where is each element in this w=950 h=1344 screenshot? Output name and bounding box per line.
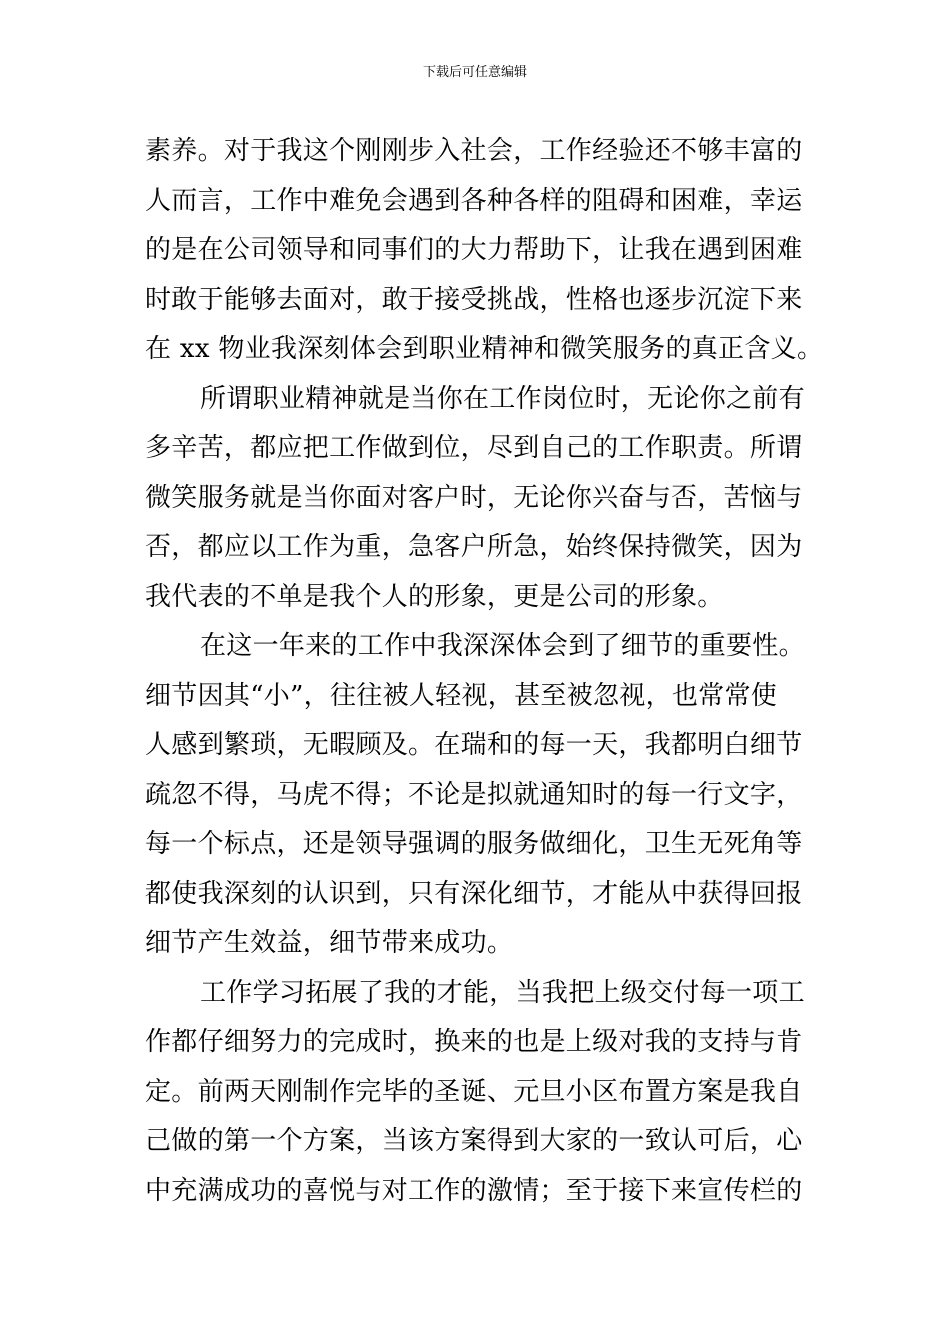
body-text <box>145 127 824 1216</box>
text-line: 微笑服务就是当你面对客户时，无论你兴奋与否，苦恼与 <box>145 482 803 513</box>
text-line: 中充满成功的喜悦与对工作的激情；至于接下来宣传栏的 <box>145 1175 803 1206</box>
text-line: 素养。对于我这个刚刚步入社会，工作经验还不够丰富的 <box>145 136 803 166</box>
text-line: 细节因其“小”，往往被人轻视，甚至被忽视，也常常使 <box>145 680 778 711</box>
text-line: 我代表的不单是我个人的形象，更是公司的形象。 <box>145 581 724 612</box>
text-line: 多辛苦，都应把工作做到位，尽到自己的工作职责。所谓 <box>145 433 803 463</box>
text-line: 都使我深刻的认识到，只有深化细节，才能从中获得回报 <box>145 878 803 909</box>
text-line: 疏忽不得，马虎不得；不论是拟就通知时的每一行文字， <box>145 779 803 810</box>
text-line: 细节产生效益，细节带来成功。 <box>145 928 514 958</box>
text-line-paragraph-start: 在这一年来的工作中我深深体会到了细节的重要性。 <box>200 631 805 661</box>
text-line: 己做的第一个方案，当该方案得到大家的一致认可后，心 <box>145 1126 803 1156</box>
text-line: 每一个标点，还是领导强调的服务做细化，卫生无死角等 <box>145 829 803 859</box>
text-line: 在 xx 物业我深刻体会到职业精神和微笑服务的真正含义。 <box>145 334 824 364</box>
header-note: 下载后可任意编辑 <box>422 65 527 80</box>
text-line-paragraph-start: 工作学习拓展了我的才能，当我把上级交付每一项工 <box>200 977 805 1008</box>
text-line: 定。前两天刚制作完毕的圣诞、元旦小区布置方案是我自 <box>145 1076 803 1107</box>
text-line: 作都仔细努力的完成时，换来的也是上级对我的支持与肯 <box>145 1027 803 1057</box>
text-line: 否，都应以工作为重，急客户所急，始终保持微笑，因为 <box>145 532 803 562</box>
text-line: 时敢于能够去面对，敢于接受挑战，性格也逐步沉淀下来 <box>145 284 803 315</box>
text-line: 的是在公司领导和同事们的大力帮助下，让我在遇到困难 <box>145 235 803 265</box>
text-line: 人感到繁琐，无暇顾及。在瑞和的每一天，我都明白细节 <box>145 730 803 760</box>
text-line-paragraph-start: 所谓职业精神就是当你在工作岗位时，无论你之前有 <box>200 383 805 414</box>
text-line: 人而言，工作中难免会遇到各种各样的阻碍和困难，幸运 <box>145 185 803 216</box>
